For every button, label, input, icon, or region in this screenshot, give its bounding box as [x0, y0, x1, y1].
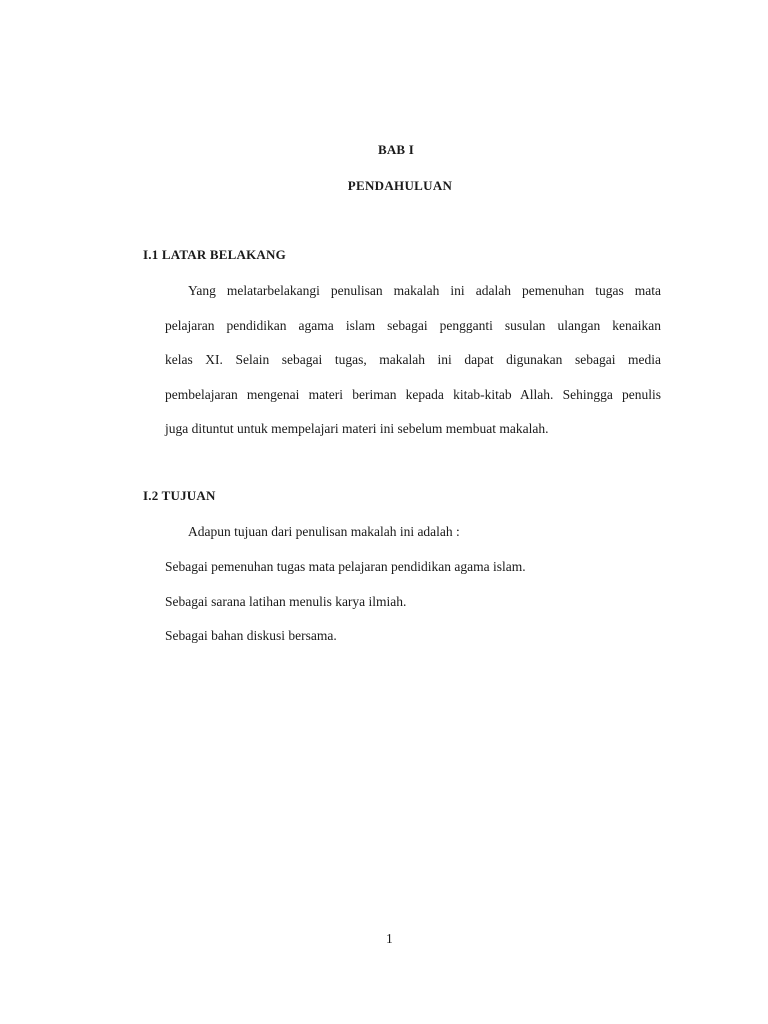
list-item: Sebagai bahan diskusi bersama. [165, 628, 337, 643]
paragraph-line: pelajaran pendidikan agama islam sebagai pengganti susulan ulangan kenaikan [165, 318, 661, 333]
tujuan-intro: Adapun tujuan dari penulisan makalah ini adalah : [188, 524, 460, 539]
section-heading-latar-belakang: I.1 LATAR BELAKANG [143, 247, 286, 262]
section-heading-tujuan: I.2 TUJUAN [143, 488, 216, 503]
list-item: Sebagai pemenuhan tugas mata pelajaran pendidikan agama islam. [165, 559, 526, 574]
paragraph-line: pembelajaran mengenai materi beriman kepada kitab-kitab Allah. Sehingga penulis [165, 387, 661, 402]
list-item: Sebagai sarana latihan menulis karya ilmiah. [165, 594, 407, 609]
paragraph-line: Yang melatarbelakangi penulisan makalah ini adalah pemenuhan tugas mata [188, 283, 661, 298]
paragraph-line: kelas XI. Selain sebagai tugas, makalah ini dapat digunakan sebagai media [165, 352, 661, 367]
page-number: 1 [386, 931, 393, 946]
chapter-number: BAB I [377, 142, 415, 157]
chapter-title: PENDAHULUAN [347, 178, 453, 193]
paragraph-line: juga dituntut untuk mempelajari materi ini sebelum membuat makalah. [165, 421, 549, 436]
